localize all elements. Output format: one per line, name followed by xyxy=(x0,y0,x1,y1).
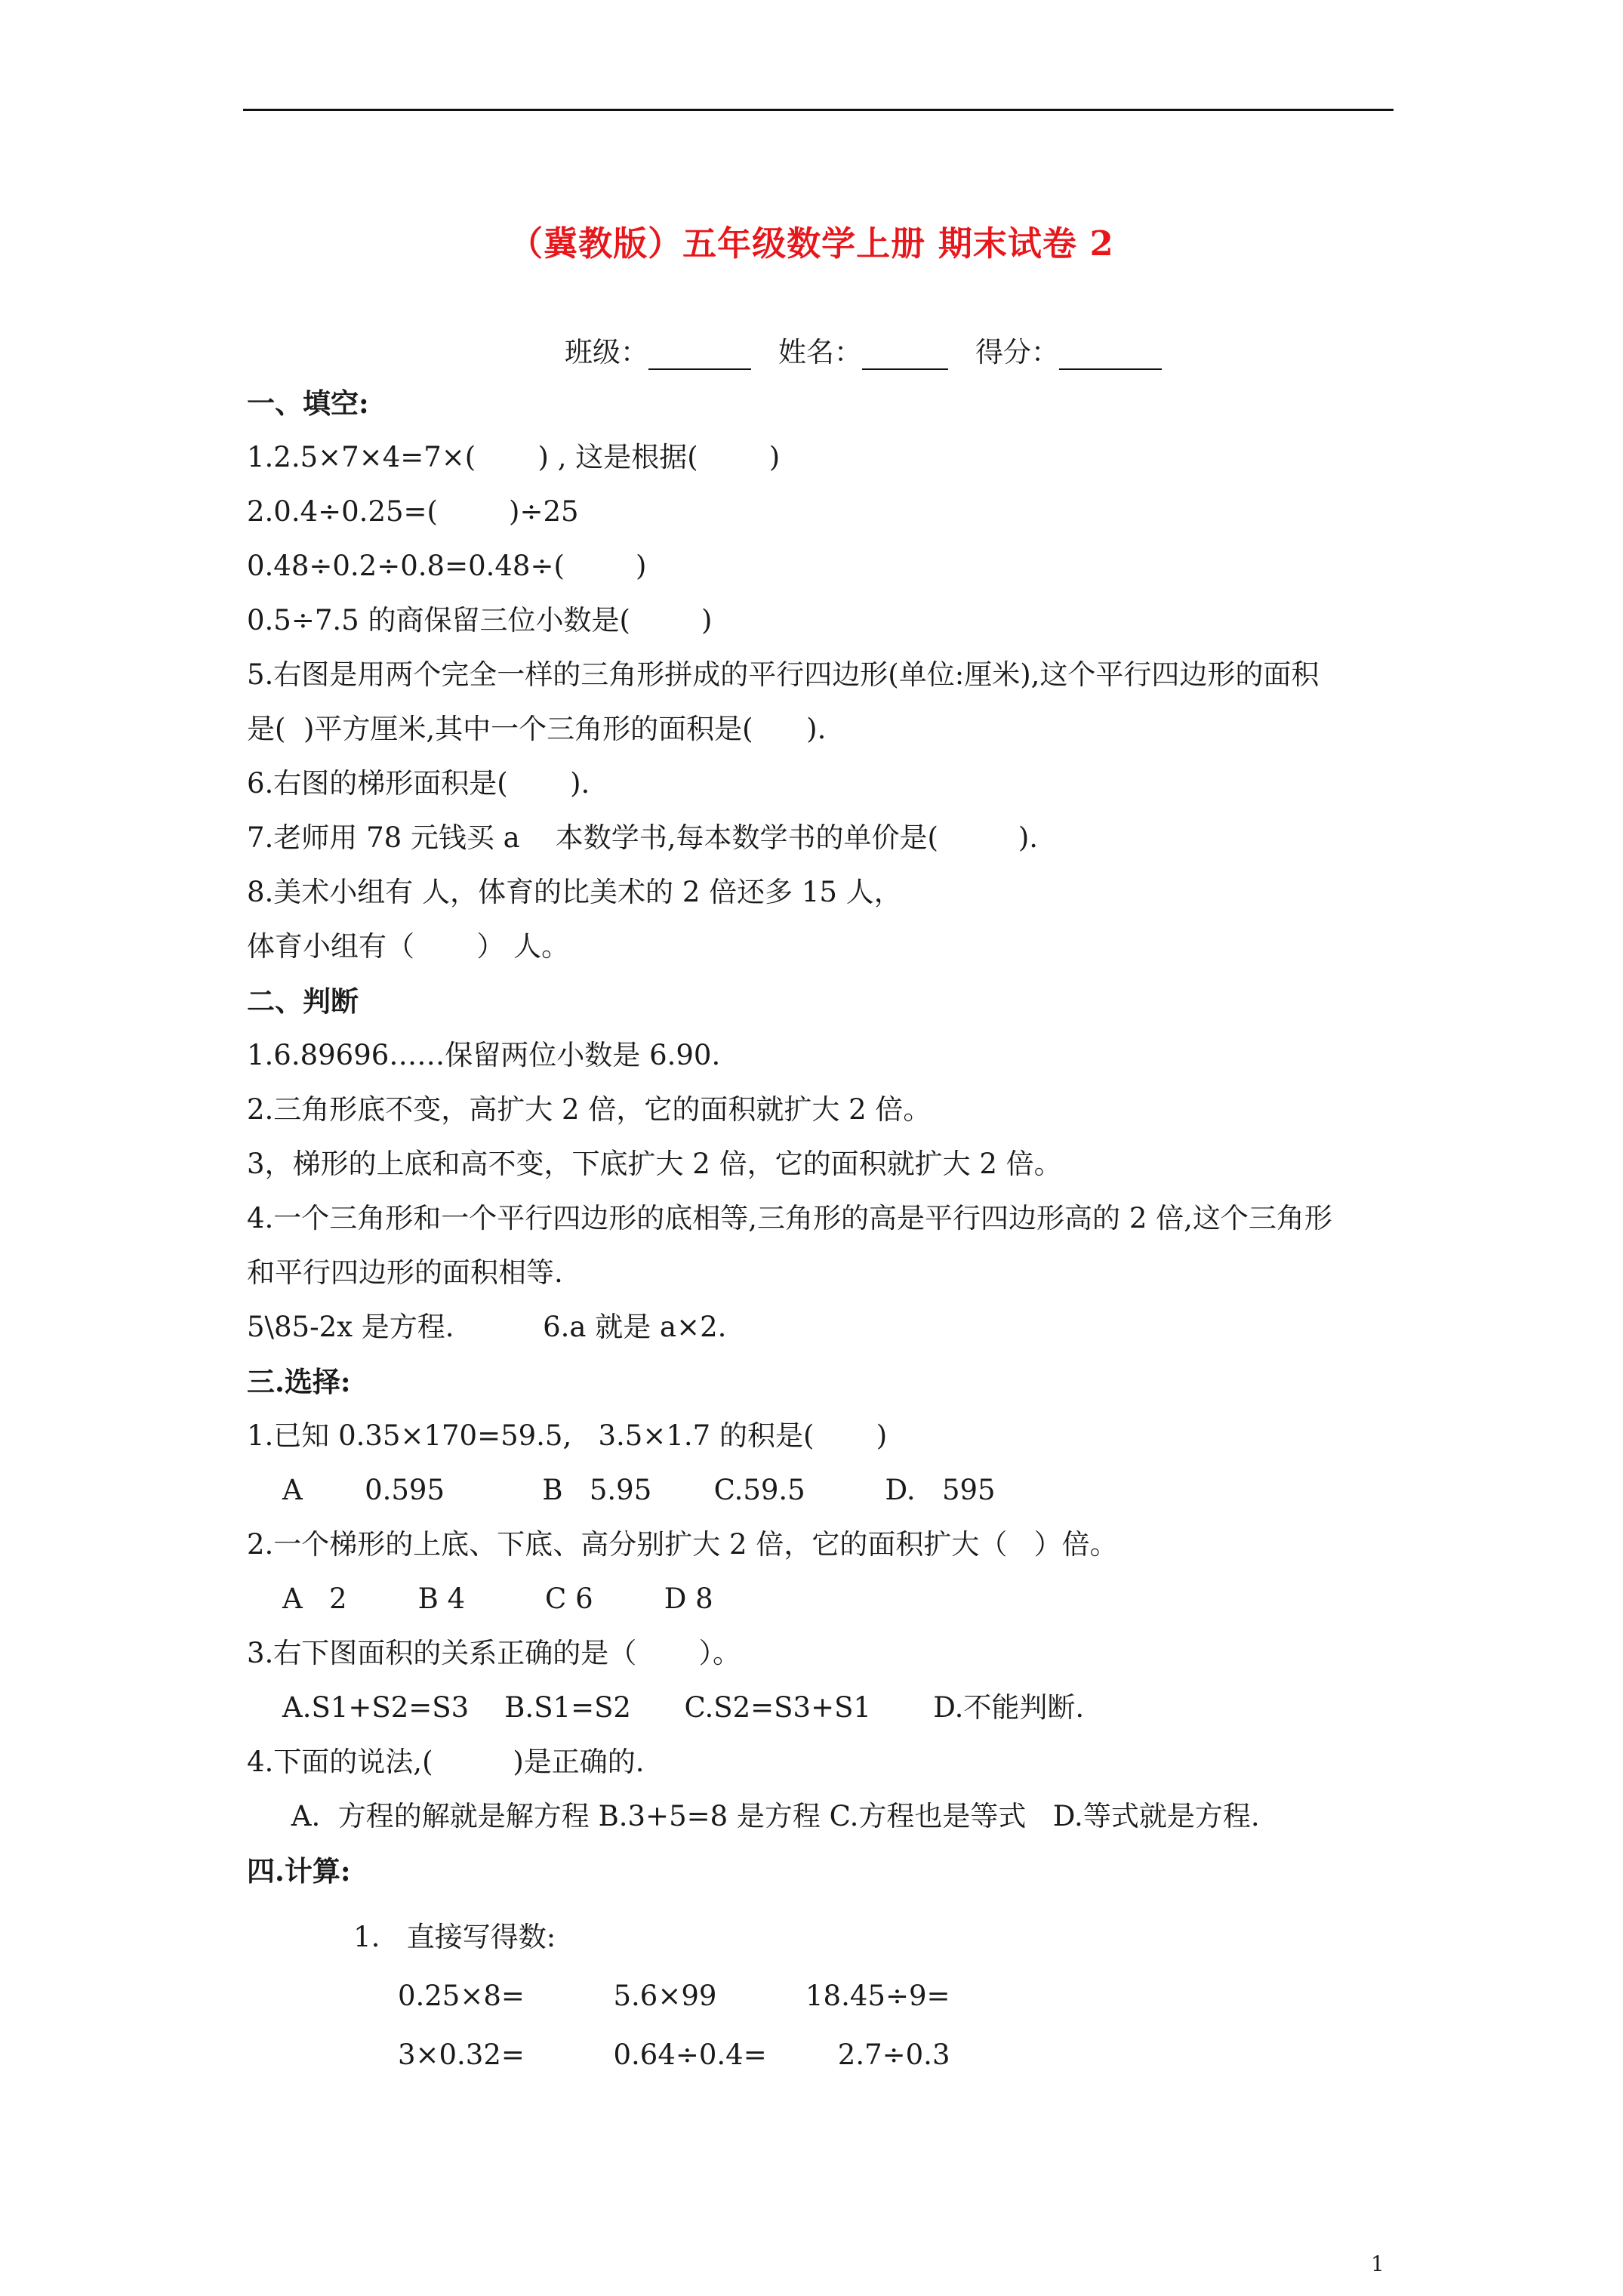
section-heading-choice: 三.选择: xyxy=(247,1365,351,1398)
question-line: 4.一个三角形和一个平行四边形的底相等,三角形的高是平行四边形高的 2 倍,这个三角形 xyxy=(247,1202,1332,1234)
question-line: 是( )平方厘米,其中一个三角形的面积是( ). xyxy=(247,713,827,745)
page-number: 1 xyxy=(1371,2251,1384,2276)
question-line: 7.老师用 78 元钱买 a 本数学书,每本数学书的单价是( ). xyxy=(247,821,1039,854)
class-label: 班级： xyxy=(565,336,648,368)
question-line: 5\85-2x 是方程. 6.a 就是 a×2. xyxy=(247,1311,727,1343)
question-line: 6.右图的梯形面积是( ). xyxy=(247,767,590,800)
question-line: 0.25×8= 5.6×99 18.45÷9= xyxy=(247,1980,950,2012)
question-line: 1.已知 0.35×170=59.5, 3.5×1.7 的积是( ) xyxy=(247,1419,888,1452)
top-rule xyxy=(243,109,1394,111)
question-line: A.S1+S2=S3 B.S1=S2 C.S2=S3+S1 D.不能判断. xyxy=(247,1691,1085,1724)
question-line: A 0.595 B 5.95 C.59.5 D. 595 xyxy=(247,1474,996,1506)
score-blank xyxy=(1059,340,1162,370)
student-info xyxy=(565,329,1162,370)
question-line: 3×0.32= 0.64÷0.4= 2.7÷0.3 xyxy=(247,2039,950,2071)
class-blank xyxy=(648,340,751,370)
name-label: 姓名： xyxy=(778,336,862,368)
question-line: 2.三角形底不变，高扩大 2 倍，它的面积就扩大 2 倍。 xyxy=(247,1093,932,1126)
name-blank xyxy=(862,340,948,370)
question-line: 0.48÷0.2÷0.8=0.48÷( ) xyxy=(247,550,647,582)
question-line: 1.6.89696……保留两位小数是 6.90. xyxy=(247,1039,721,1071)
section-heading-judge: 二、判断 xyxy=(247,985,359,1018)
question-line: 2.0.4÷0.25=( )÷25 xyxy=(247,495,579,528)
question-line: 4.下面的说法,( )是正确的. xyxy=(247,1746,645,1778)
question-line: A 2 B 4 C 6 D 8 xyxy=(247,1583,713,1615)
question-line: 1.2.5×7×4=7×( ) , 这是根据( ) xyxy=(247,441,781,473)
question-line: 体育小组有（ ） 人。 xyxy=(247,930,570,963)
score-label: 得分： xyxy=(975,336,1059,368)
question-line: 和平行四边形的面积相等. xyxy=(247,1256,563,1289)
question-line: 5.右图是用两个完全一样的三角形拼成的平行四边形(单位:厘米),这个平行四边形的面积 xyxy=(247,658,1320,691)
question-line: 3.右下图面积的关系正确的是（ ）。 xyxy=(247,1637,741,1669)
question-line: 3，梯形的上底和高不变，下底扩大 2 倍，它的面积就扩大 2 倍。 xyxy=(247,1148,1062,1180)
question-line: 8.美术小组有 人，体育的比美术的 2 倍还多 15 人， xyxy=(247,876,902,908)
section-heading-calc: 四.计算: xyxy=(247,1854,351,1888)
question-line: A. 方程的解就是解方程 B.3+5=8 是方程 C.方程也是等式 D.等式就是方程. xyxy=(247,1800,1260,1832)
page-title: （冀教版）五年级数学上册 期末试卷 2 xyxy=(509,223,1114,264)
question-line: 0.5÷7.5 的商保留三位小数是( ) xyxy=(247,604,713,636)
question-line: 2.一个梯形的上底、下底、高分别扩大 2 倍，它的面积扩大（ ）倍。 xyxy=(247,1528,1118,1561)
question-line: 1. 直接写得数: xyxy=(247,1921,556,1953)
section-heading-fill: 一、填空: xyxy=(247,387,369,420)
